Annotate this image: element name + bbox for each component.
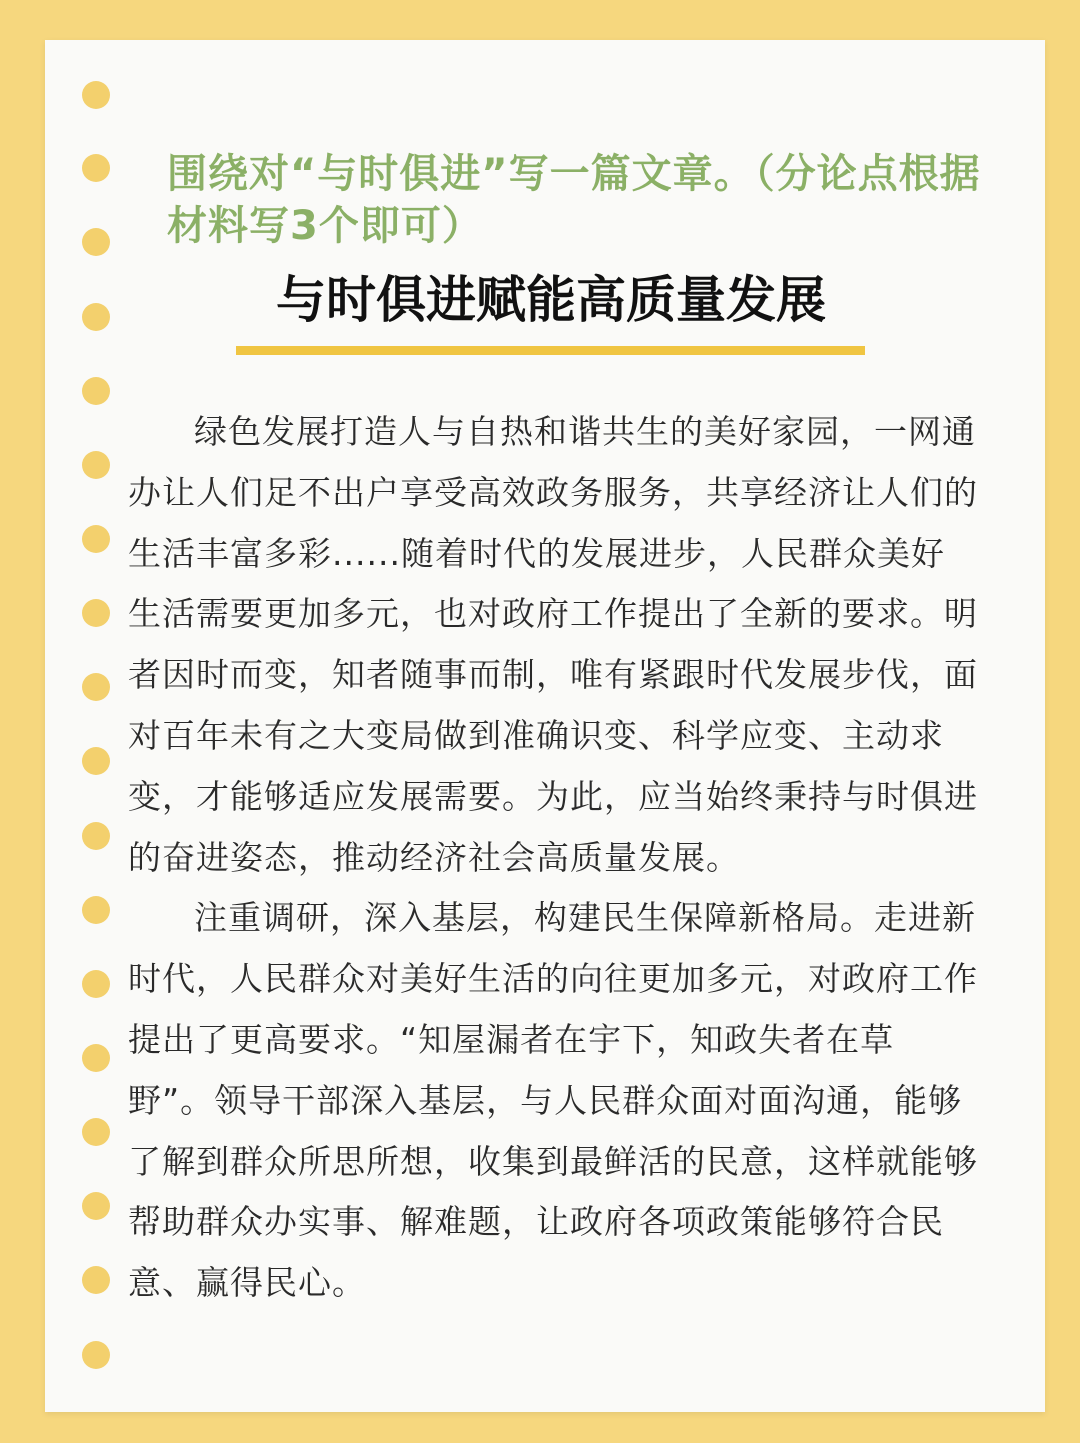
paragraph: 注重调研，深入基层，构建民生保障新格局。走进新时代，人民群众对美好生活的向往更加多元，对政府工作提出了更高要求。“知屋漏者在宇下，知政失者在草野”。领导干部深入基层，与人民群众面对面沟通，能够了解到群众所思所想，收集到最鲜活的民意，这样就能够帮助群众办实事、解难题，让政府各项政策能够符合民意、赢得民心。 <box>128 898 978 1303</box>
page-title: 与时俱进赋能高质量发展 <box>276 271 826 329</box>
essay-body <box>128 402 978 1314</box>
binder-hole-icon <box>82 154 110 182</box>
binder-hole-icon <box>82 599 110 627</box>
binder-hole-icon <box>82 822 110 850</box>
binder-hole-icon <box>82 377 110 405</box>
binder-hole-icon <box>82 970 110 998</box>
binder-hole-icon <box>82 1118 110 1146</box>
binder-hole-icon <box>82 525 110 553</box>
paragraph: 绿色发展打造人与自热和谐共生的美好家园，一网通办让人们足不出户享受高效政务服务，共享经济让人们的生活丰富多彩......随着时代的发展进步，人民群众美好生活需要更加多元，也对政府工作提出了全新的要求。明者因时而变，知者随事而制，唯有紧跟时代发展步伐，面对百年未有之大变局做到准确识变、科学应变、主动求变，才能够适应发展需要。为此，应当始终秉持与时俱进的奋进姿态，推动经济社会高质量发展。 <box>128 412 978 877</box>
binder-hole-icon <box>82 1341 110 1369</box>
binder-hole-icon <box>82 747 110 775</box>
binder-hole-icon <box>82 896 110 924</box>
binder-hole-icon <box>82 1044 110 1072</box>
binder-hole-icon <box>82 303 110 331</box>
binder-hole-icon <box>82 1266 110 1294</box>
binder-hole-icon <box>82 1192 110 1220</box>
binder-hole-icon <box>82 228 110 256</box>
essay-prompt: 围绕对“与时俱进”写一篇文章。（分论点根据材料写3个即可） <box>167 151 981 249</box>
binder-hole-icon <box>82 673 110 701</box>
binder-hole-icon <box>82 81 110 109</box>
binder-hole-icon <box>82 451 110 479</box>
title-underline <box>236 346 865 355</box>
